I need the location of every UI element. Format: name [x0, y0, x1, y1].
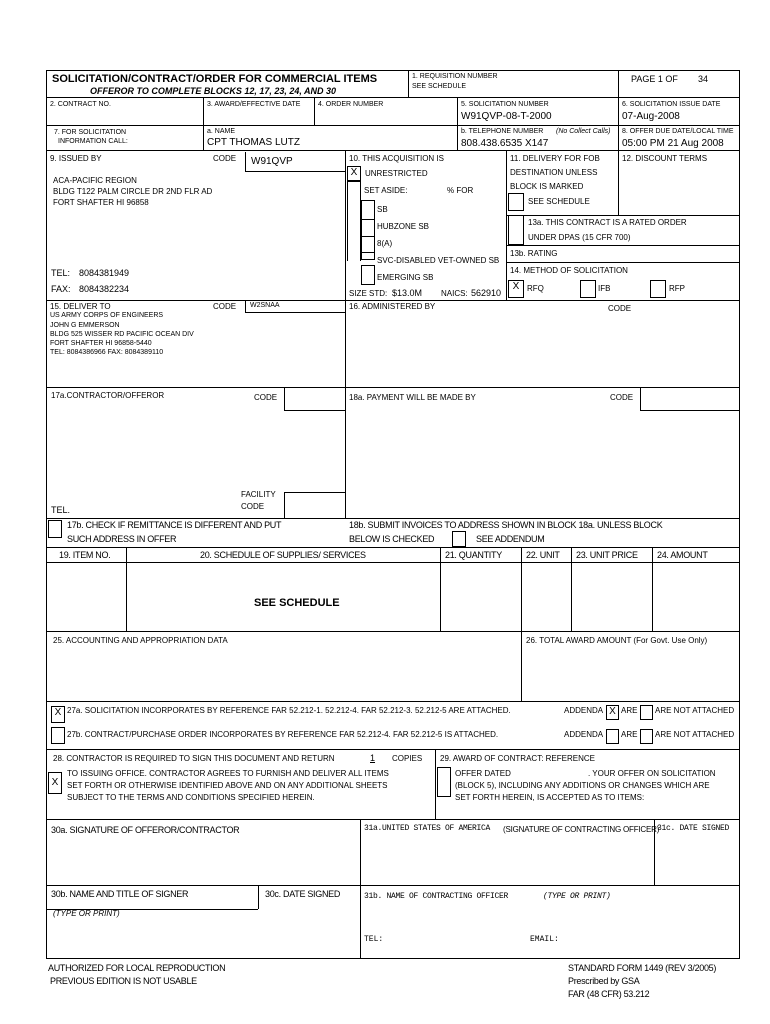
contractor-sign-checkbox[interactable]: X [48, 772, 62, 794]
unit-header: 22. UNIT [526, 550, 560, 560]
name-value: CPT THOMAS LUTZ [207, 137, 300, 148]
offer-dated-label: OFFER DATED [455, 769, 511, 778]
rated-order-label-2: UNDER DPAS (15 CFR 700) [528, 233, 631, 242]
co-email-label: EMAIL: [530, 935, 559, 944]
quantity-header: 21. QUANTITY [445, 550, 502, 560]
far-27a-label: 27a. SOLICITATION INCORPORATES BY REFERENCE FAR 52.212-1. 52.212-4. FAR 52.212-3. 52.212-5 ARE ATTACHED. [67, 706, 511, 715]
issued-by-addr-1: ACA-PACIFIC REGION [53, 176, 137, 185]
requisition-label: 1. REQUISITION NUMBER [412, 73, 498, 80]
svc-disabled-label: SVC-DISABLED VET-OWNED SB [377, 256, 500, 265]
remittance-label-2: SUCH ADDRESS IN OFFER [67, 534, 177, 544]
rfp-checkbox[interactable] [650, 280, 666, 298]
date-signed-label: 30c. DATE SIGNED [265, 889, 341, 899]
deliver-to-line-3: BLDG 525 WISSER RD PACIFIC OCEAN DIV [50, 331, 194, 338]
co-type-print: (TYPE OR PRINT) [543, 892, 611, 901]
addenda-27a-not-label: ARE NOT ATTACHED [655, 706, 735, 715]
form-subtitle: OFFEROR TO COMPLETE BLOCKS 12, 17, 23, 24, AND 30 [90, 86, 337, 96]
award-line-3: SET FORTH HEREIN, IS ACCEPTED AS TO ITEMS: [455, 793, 645, 802]
issued-by-fax: 8084382234 [79, 284, 130, 294]
phone-value: 808.438.6535 X147 [461, 138, 549, 149]
phone-note: (No Collect Calls) [556, 128, 611, 135]
contractor-label: 17a.CONTRACTOR/OFFEROR [51, 391, 165, 400]
footer-previous-edition: PREVIOUS EDITION IS NOT USABLE [50, 976, 197, 986]
solicitation-number-value: W91QVP-08-T-2000 [461, 111, 552, 122]
phone-label: b. TELEPHONE NUMBER [461, 128, 544, 135]
deliver-to-label: 15. DELIVER TO [50, 302, 111, 311]
schedule-header: 20. SCHEDULE OF SUPPLIES/ SERVICES [200, 550, 366, 560]
page-total: 34 [698, 74, 709, 84]
addendum-label: SEE ADDENDUM [476, 534, 545, 544]
ifb-checkbox[interactable] [580, 280, 596, 298]
rfq-checkbox[interactable]: X [508, 280, 524, 298]
requisition-value: SEE SCHEDULE [412, 83, 467, 90]
issued-by-code-label: CODE [213, 154, 237, 163]
addenda-27b-are-checkbox[interactable] [606, 729, 619, 744]
emerging-sb-label: EMERGING SB [377, 273, 434, 282]
emerging-sb-checkbox[interactable] [361, 265, 375, 285]
deliver-to-line-5: TEL: 8084386966 FAX: 8084389110 [50, 349, 164, 356]
signer-type-print: (TYPE OR PRINT) [53, 909, 120, 918]
signer-name-label: 30b. NAME AND TITLE OF SIGNER [51, 889, 189, 899]
fob-label-1: 11. DELIVERY FOR FOB [510, 154, 600, 163]
payment-label: 18a. PAYMENT WILL BE MADE BY [349, 393, 476, 402]
rating-label: 13b. RATING [510, 249, 558, 258]
far-27a-checkbox[interactable]: X [51, 706, 65, 723]
accounting-label: 25. ACCOUNTING AND APPROPRIATION DATA [53, 636, 228, 645]
facility-code-label: CODE [241, 502, 265, 511]
addendum-checkbox[interactable] [452, 531, 466, 547]
discount-terms-label: 12. DISCOUNT TERMS [622, 154, 708, 163]
naics-value: 562910 [471, 288, 502, 298]
remittance-checkbox[interactable] [48, 520, 62, 538]
name-label: a. NAME [207, 128, 236, 135]
items-see-schedule: SEE SCHEDULE [254, 597, 340, 609]
due-date-label: 8. OFFER DUE DATE/LOCAL TIME [622, 128, 734, 135]
fob-label-2: DESTINATION UNLESS [510, 168, 598, 177]
acquisition-label: 10. THIS ACQUISITION IS [349, 154, 444, 163]
facility-label: FACILITY [241, 490, 276, 499]
fob-label-3: BLOCK IS MARKED [510, 182, 584, 191]
co-tel-label: TEL: [364, 935, 384, 944]
addenda-27a-not-checkbox[interactable] [640, 705, 653, 720]
amount-header: 24. AMOUNT [657, 550, 708, 560]
award-checkbox[interactable] [437, 767, 451, 797]
sign-return-label: 28. CONTRACTOR IS REQUIRED TO SIGN THIS DOCUMENT AND RETURN [53, 754, 335, 763]
addenda-27a-are-label: ARE [621, 706, 638, 715]
contract-no-label: 2. CONTRACT NO. [50, 101, 111, 108]
far-27b-checkbox[interactable] [51, 727, 65, 744]
ifb-label: IFB [598, 284, 611, 293]
pct-for-label: % FOR [447, 186, 474, 195]
invoice-label-2: BELOW IS CHECKED [349, 534, 435, 544]
agreement-line-2: SET FORTH OR OTHERWISE IDENTIFIED ABOVE AND ON ANY ADDITIONAL SHEETS [67, 781, 388, 790]
8a-label: 8(A) [377, 239, 393, 248]
form-title: SOLICITATION/CONTRACT/ORDER FOR COMMERCIAL ITEMS [52, 73, 378, 85]
offeror-signature-label: 30a. SIGNATURE OF OFFEROR/CONTRACTOR [51, 825, 240, 835]
unit-price-header: 23. UNIT PRICE [576, 550, 638, 560]
item-no-header: 19. ITEM NO. [59, 550, 111, 560]
order-number-label: 4. ORDER NUMBER [318, 101, 384, 108]
rated-order-label-1: 13a. THIS CONTRACT IS A RATED ORDER [528, 218, 687, 227]
set-aside-checkbox-column [347, 181, 361, 261]
payment-code-label: CODE [610, 393, 634, 402]
award-line-2: (BLOCK 5), INCLUDING ANY ADDITIONS OR CHANGES WHICH ARE [455, 781, 710, 790]
set-aside-options-checkboxes[interactable] [361, 200, 375, 260]
invoice-label-1: 18b. SUBMIT INVOICES TO ADDRESS SHOWN IN BLOCK 18a. UNLESS BLOCK [349, 520, 663, 530]
award-reference-label: 29. AWARD OF CONTRACT: REFERENCE [440, 754, 595, 763]
due-date-value: 05:00 PM 21 Aug 2008 [622, 138, 724, 149]
issue-date-value: 07-Aug-2008 [622, 111, 680, 122]
contractor-tel-label: TEL. [51, 505, 71, 515]
addenda-27b-label: ADDENDA [564, 730, 604, 739]
footer-far: FAR (48 CFR) 53.212 [568, 989, 650, 999]
footer-prescribed: Prescribed by GSA [568, 976, 640, 986]
footer-form-number: STANDARD FORM 1449 (REV 3/2005) [568, 963, 717, 973]
footer-reproduction: AUTHORIZED FOR LOCAL REPRODUCTION [48, 963, 226, 973]
deliver-to-line-4: FORT SHAFTER HI 96858-5440 [50, 340, 152, 347]
agreement-line-1: TO ISSUING OFFICE. CONTRACTOR AGREES TO FURNISH AND DELIVER ALL ITEMS [67, 769, 389, 778]
size-std-value: $13.0M [392, 288, 423, 298]
issued-by-addr-2: BLDG T122 PALM CIRCLE DR 2ND FLR AD [53, 187, 213, 196]
total-award-label: 26. TOTAL AWARD AMOUNT (For Govt. Use Only) [526, 636, 708, 645]
hubzone-label: HUBZONE SB [377, 222, 430, 231]
rfq-label: RFQ [527, 284, 544, 293]
addenda-27b-are-label: ARE [621, 730, 638, 739]
unrestricted-checkbox[interactable]: X [347, 166, 361, 181]
contractor-code-label: CODE [254, 393, 278, 402]
issue-date-label: 6. SOLICITATION ISSUE DATE [622, 101, 721, 108]
issued-by-addr-3: FORT SHAFTER HI 96858 [53, 198, 149, 207]
co-date-signed-label: 31c. DATE SIGNED [657, 824, 730, 833]
agreement-line-3: SUBJECT TO THE TERMS AND CONDITIONS SPECIFIED HEREIN. [67, 793, 315, 802]
addenda-27a-label: ADDENDA [564, 706, 604, 715]
fob-checkbox[interactable] [508, 193, 524, 211]
copies-value: 1 [370, 753, 376, 763]
for-info-label-1: 7. FOR SOLICITATION [54, 129, 127, 136]
issued-by-tel: 8084381949 [79, 268, 130, 278]
contracting-officer-signature-label: (SIGNATURE OF CONTRACTING OFFICER) [503, 825, 660, 834]
far-27b-label: 27b. CONTRACT/PURCHASE ORDER INCORPORATES BY REFERENCE FAR 52.212-4. FAR 52.212-5 IS ATTACHED. [67, 730, 499, 739]
issued-by-code: W91QVP [251, 156, 293, 167]
rated-order-checkbox[interactable] [508, 215, 524, 245]
fob-see-schedule: SEE SCHEDULE [528, 197, 590, 206]
deliver-to-code: W2SNAA [250, 302, 280, 309]
contracting-officer-name-label: 31b. NAME OF CONTRACTING OFFICER [364, 892, 509, 901]
copies-label: COPIES [392, 754, 423, 763]
sb-label: SB [377, 205, 388, 214]
deliver-to-line-2: JOHN G EMMERSON [50, 322, 120, 329]
remittance-label-1: 17b. CHECK IF REMITTANCE IS DIFFERENT AND PUT [67, 520, 282, 530]
administered-by-label: 16. ADMINISTERED BY [349, 302, 436, 311]
unrestricted-label: UNRESTRICTED [365, 169, 428, 178]
administered-by-code-label: CODE [608, 304, 632, 313]
issued-by-fax-label: FAX: [51, 284, 71, 294]
deliver-to-code-label: CODE [213, 302, 237, 311]
issued-by-tel-label: TEL: [51, 268, 71, 278]
issued-by-label: 9. ISSUED BY [50, 154, 102, 163]
addenda-27a-are-checkbox[interactable]: X [606, 705, 619, 720]
your-offer-label: . YOUR OFFER ON SOLICITATION [588, 769, 716, 778]
addenda-27b-not-label: ARE NOT ATTACHED [655, 730, 735, 739]
size-std-label: SIZE STD: [349, 289, 388, 298]
naics-label: NAICS: [441, 289, 468, 298]
rfp-label: RFP [669, 284, 685, 293]
deliver-to-line-1: US ARMY CORPS OF ENGINEERS [50, 312, 164, 319]
addenda-27b-not-checkbox[interactable] [640, 729, 653, 744]
solicitation-number-label: 5. SOLICITATION NUMBER [461, 101, 549, 108]
award-date-label: 3. AWARD/EFFECTIVE DATE [207, 101, 301, 108]
set-aside-label: SET ASIDE: [364, 186, 408, 195]
page-label: PAGE 1 OF [631, 74, 678, 84]
method-label: 14. METHOD OF SOLICITATION [510, 266, 628, 275]
for-info-label-2: INFORMATION CALL: [58, 138, 128, 145]
usa-signature-label: 31a.UNITED STATES OF AMERICA [364, 824, 491, 833]
